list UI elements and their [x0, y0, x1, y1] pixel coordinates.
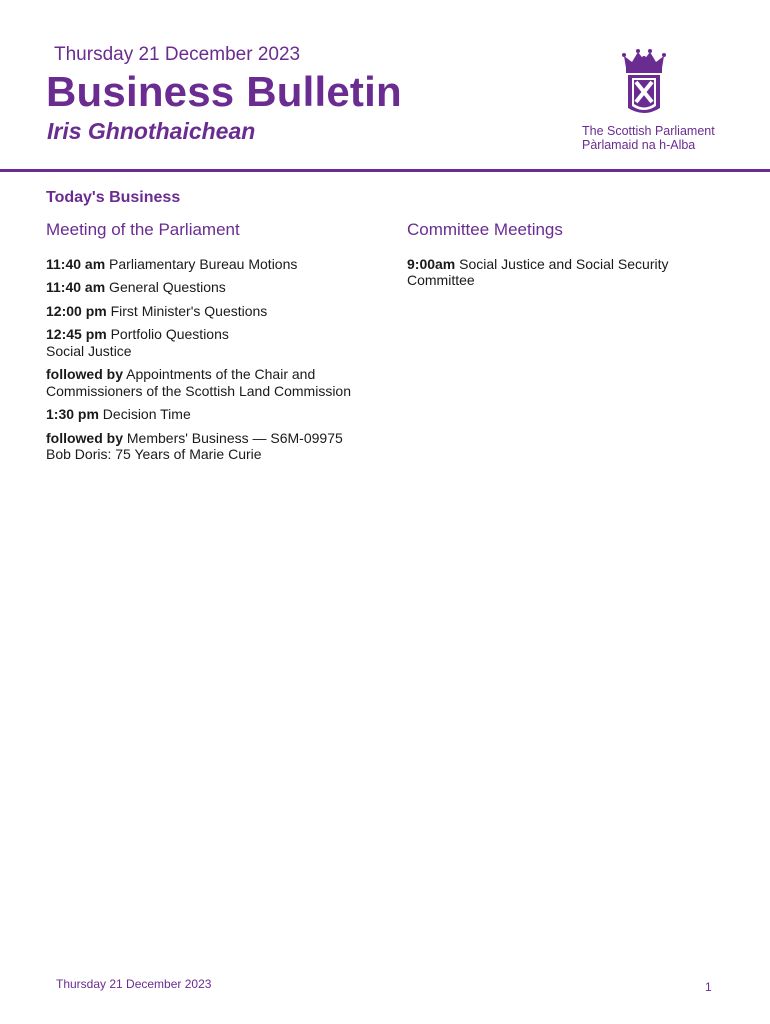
item-text: Portfolio Questions — [106, 326, 229, 342]
list-item — [46, 326, 356, 359]
page-subtitle: Iris Ghnothaichean — [47, 118, 256, 144]
meeting-column — [46, 222, 356, 470]
item-text: Social Justice and Social Security Committee — [407, 255, 669, 288]
section-title: Today's Business — [46, 189, 181, 206]
list-item — [407, 256, 727, 289]
item-time: followed by — [46, 429, 123, 446]
header-divider — [0, 169, 770, 172]
item-text: First Minister's Questions — [106, 302, 268, 319]
committee-items-list — [407, 256, 727, 289]
item-text: Appointments of the Chair and Commissioners of the Scottish Land Commission — [46, 366, 352, 399]
item-time: 1:30 pm — [46, 406, 99, 422]
item-time: 12:00 pm — [46, 302, 107, 319]
item-time: 11:40 am — [46, 255, 106, 272]
page-number: 1 — [705, 980, 712, 994]
item-time: 12:45 pm — [46, 326, 107, 342]
committee-title: Committee Meetings — [407, 220, 563, 239]
crown-shield-icon — [620, 48, 668, 120]
item-text: General Questions — [105, 279, 226, 295]
logo-text-english: The Scottish Parliament — [582, 124, 715, 138]
list-item — [46, 303, 356, 320]
parliament-logo — [582, 48, 715, 152]
logo-text-gaelic: Pàrlamaid na h-Alba — [582, 138, 696, 152]
item-text: Decision Time — [98, 406, 191, 422]
list-item — [46, 279, 356, 296]
page-title: Business Bulletin — [46, 68, 402, 115]
list-item — [46, 256, 356, 273]
item-time: 9:00am — [407, 255, 456, 272]
committee-column — [407, 222, 727, 296]
list-item — [46, 430, 356, 463]
item-time: 11:40 am — [46, 279, 106, 295]
item-time: followed by — [46, 366, 123, 382]
footer-date: Thursday 21 December 2023 — [56, 977, 212, 991]
list-item — [46, 406, 356, 423]
item-detail: Social Justice — [46, 342, 132, 359]
list-item — [46, 366, 356, 399]
header-date: Thursday 21 December 2023 — [54, 44, 301, 65]
item-text: Members' Business — S6M-09975 Bob Doris: 75 Years of Marie Curie — [46, 429, 343, 462]
meeting-items-list — [46, 256, 356, 463]
logo-wordmark — [582, 124, 715, 152]
meeting-title: Meeting of the Parliament — [46, 220, 240, 239]
item-text: Parliamentary Bureau Motions — [105, 255, 298, 272]
